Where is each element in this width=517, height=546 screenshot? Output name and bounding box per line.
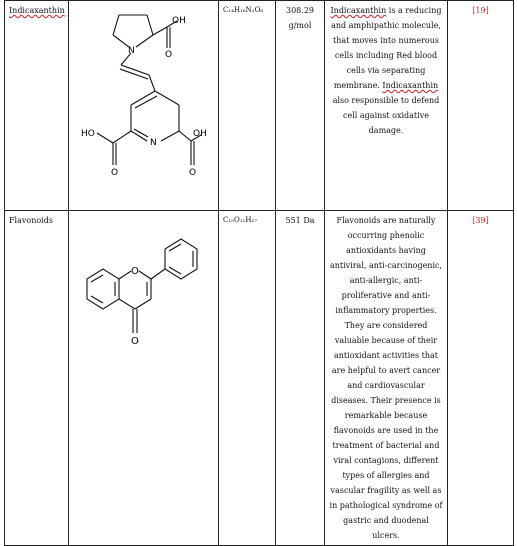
structure-cell [69, 1, 219, 211]
oh-label: OH [172, 16, 186, 26]
reference-cell [448, 1, 514, 211]
description-term: Indicaxanthin [382, 81, 439, 90]
formula-cell [219, 211, 276, 546]
o-label: O [111, 168, 119, 178]
ring-oxygen-label: O [131, 266, 139, 277]
reference-link[interactable]: [19] [472, 6, 489, 15]
description-text: also responsible to defend cell against oxidative damage. [332, 96, 440, 135]
n-label: N [150, 138, 157, 148]
description-text: is a reducing and amphipathic molecule, that moves into numerous cells including Red blood cells via separating membrane. [331, 6, 442, 90]
table-row [5, 1, 514, 211]
reference-cell [448, 211, 514, 546]
compound-table [4, 0, 514, 546]
table-row [5, 211, 514, 546]
indicaxanthin-structure [73, 3, 205, 203]
mass-cell [276, 1, 325, 211]
ho-label: HO [81, 129, 95, 139]
reference-link[interactable]: [39] [472, 216, 489, 225]
description-cell [325, 211, 448, 546]
molecular-mass: 308.29 g/mol [286, 6, 314, 30]
structure-cell [69, 211, 219, 546]
flavonoid-structure [73, 213, 205, 373]
compound-name-cell [5, 1, 69, 211]
n-label: N [128, 46, 135, 56]
mass-cell [276, 211, 325, 546]
compound-name: Indicaxanthin [9, 6, 65, 15]
keto-oxygen-label: O [131, 336, 139, 347]
o-label: O [165, 50, 173, 60]
formula-cell [219, 1, 276, 211]
description-term: Indicaxanthin [330, 6, 387, 15]
o-label: O [189, 168, 197, 178]
molecular-formula: C₁₅O₁₁H₂₇ [223, 216, 258, 224]
molecular-mass: 551 Da [285, 216, 315, 225]
compound-name-cell [5, 211, 69, 546]
compound-name: Flavonoids [9, 216, 53, 225]
molecular-formula: C₁₄H₁₆N₂O₆ [223, 6, 264, 14]
oh-label: OH [193, 129, 207, 139]
description-text: Flavonoids are naturally occurring phenolic antioxidants having antiviral, anti-carcinogenic, anti-allergic, anti-proliferative and anti-inflammatory properties. They are considered valuable because of their antioxidant activities that are helpful to avert cancer and cardiovascular diseases. Their presence is remarkable because flavonoids are used in the treatment of bacterial and viral contagions, different types of allergies and vascular fragility as well as in pathological syndrome of gastric and duodenal ulcers. [329, 216, 443, 540]
description-cell [325, 1, 448, 211]
